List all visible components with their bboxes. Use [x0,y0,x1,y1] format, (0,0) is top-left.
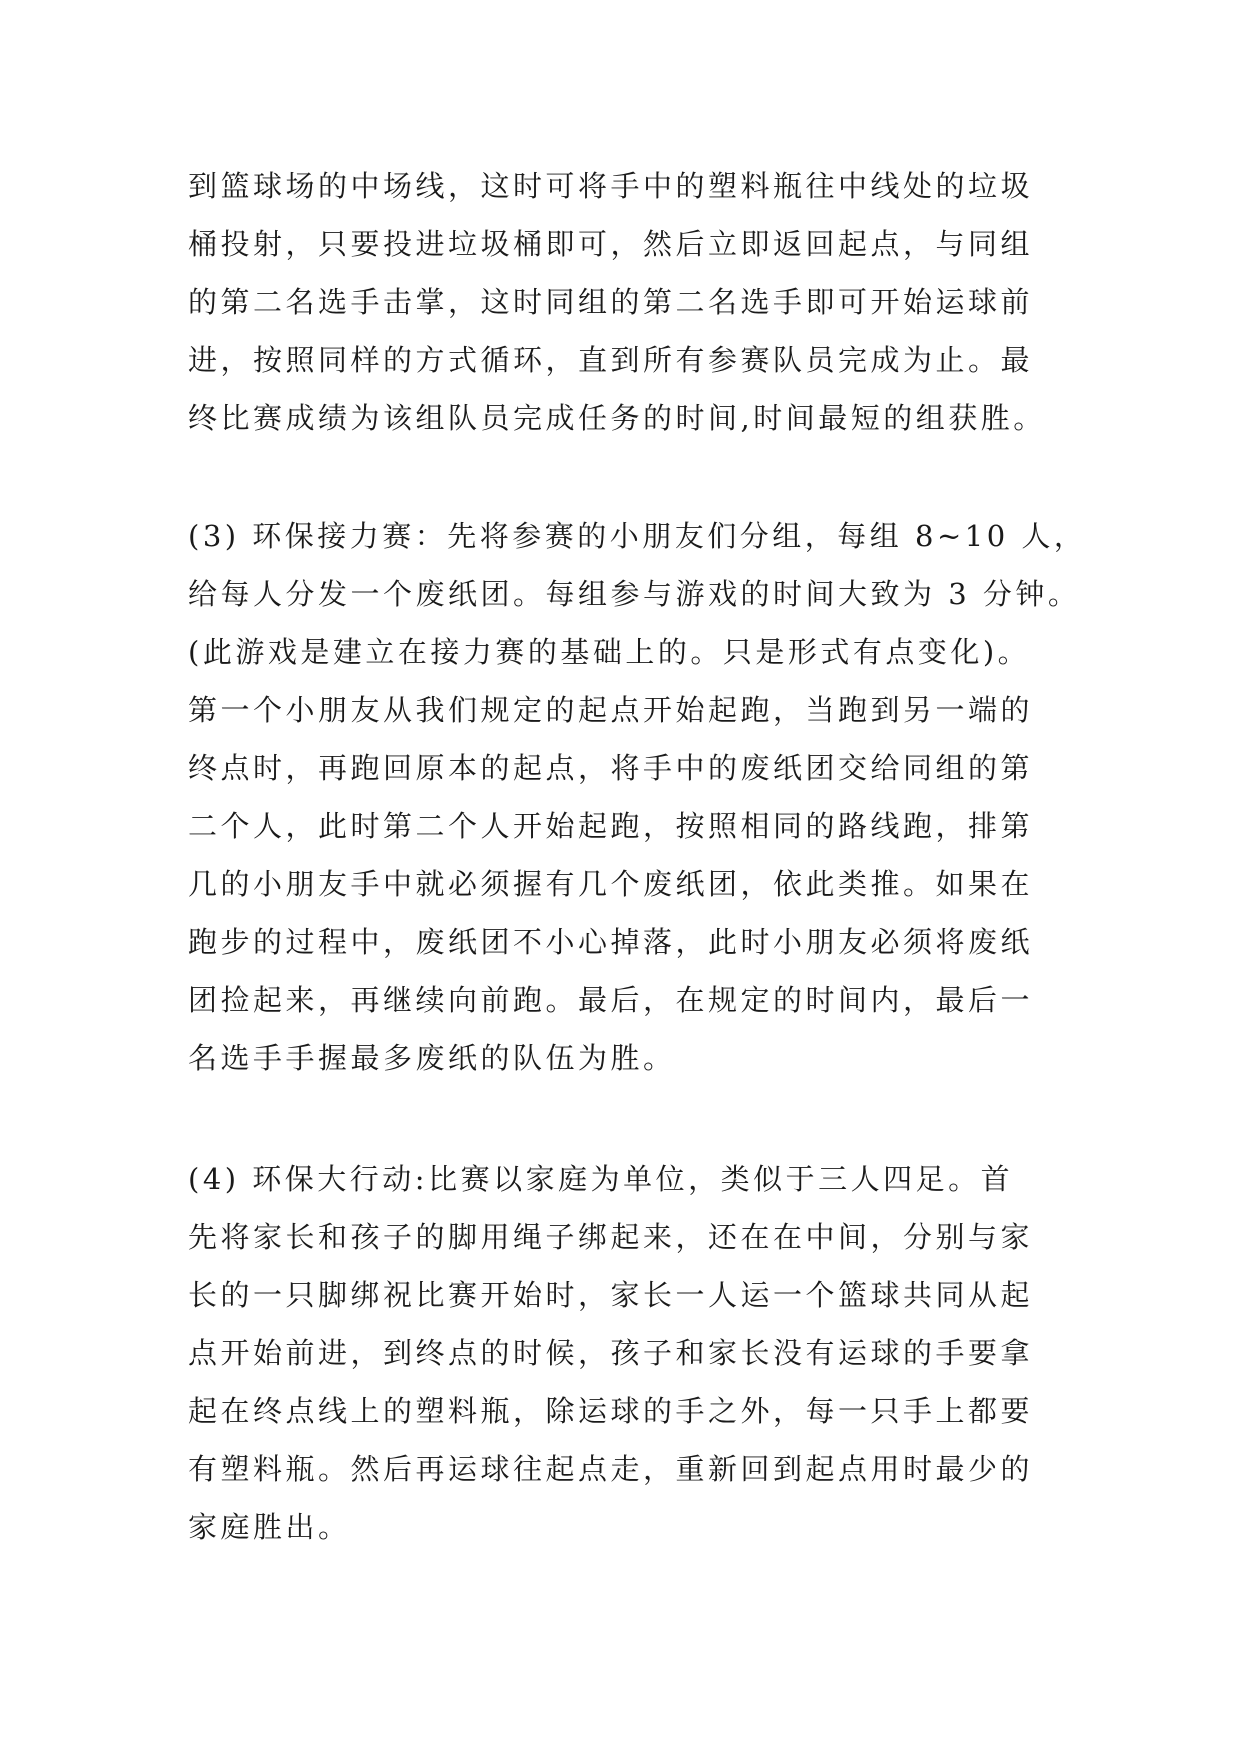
text-line: 终点时，再跑回原本的起点，将手中的废纸团交给同组的第 [188,751,1034,785]
text-line: 名选手手握最多废纸的队伍为胜。 [188,1041,676,1075]
text-line: (此游戏是建立在接力赛的基础上的。只是形式有点变化)。 [188,635,1031,669]
text-line: 的第二名选手击掌，这时同组的第二名选手即可开始运球前 [188,285,1034,319]
text-line: 先将家长和孩子的脚用绳子绑起来，还在在中间，分别与家 [188,1220,1034,1254]
text-line: 点开始前进，到终点的时候，孩子和家长没有运球的手要拿 [188,1336,1034,1370]
paragraph-eco-big-action [188,1150,1033,1556]
text-line: (3) 环保接力赛：先将参赛的小朋友们分组，每组 8~10 人， [188,519,1087,553]
paragraph-plastic-bottle-relay [188,157,1046,447]
text-line: 跑步的过程中，废纸团不小心掉落，此时小朋友必须将废纸 [188,925,1034,959]
text-line: (4) 环保大行动:比赛以家庭为单位，类似于三人四足。首 [188,1162,1014,1196]
text-line: 给每人分发一个废纸团。每组参与游戏的时间大致为 3 分钟。 [188,577,1081,611]
text-line: 家庭胜出。 [188,1510,351,1544]
text-line: 起在终点线上的塑料瓶，除运球的手之外，每一只手上都要 [188,1394,1034,1428]
text-line: 团捡起来，再继续向前跑。最后，在规定的时间内，最后一 [188,983,1034,1017]
text-line: 进，按照同样的方式循环，直到所有参赛队员完成为止。最 [188,343,1034,377]
text-line: 到篮球场的中场线，这时可将手中的塑料瓶往中线处的垃圾 [188,169,1034,203]
text-line: 终比赛成绩为该组队员完成任务的时间,时间最短的组获胜。 [188,401,1046,435]
paragraph-eco-relay-race [188,507,1086,1087]
text-line: 有塑料瓶。然后再运球往起点走，重新回到起点用时最少的 [188,1452,1034,1486]
text-line: 桶投射，只要投进垃圾桶即可，然后立即返回起点，与同组 [188,227,1034,261]
text-line: 第一个小朋友从我们规定的起点开始起跑，当跑到另一端的 [188,693,1034,727]
text-line: 长的一只脚绑祝比赛开始时，家长一人运一个篮球共同从起 [188,1278,1034,1312]
text-line: 几的小朋友手中就必须握有几个废纸团，依此类推。如果在 [188,867,1034,901]
text-line: 二个人，此时第二个人开始起跑，按照相同的路线跑，排第 [188,809,1034,843]
